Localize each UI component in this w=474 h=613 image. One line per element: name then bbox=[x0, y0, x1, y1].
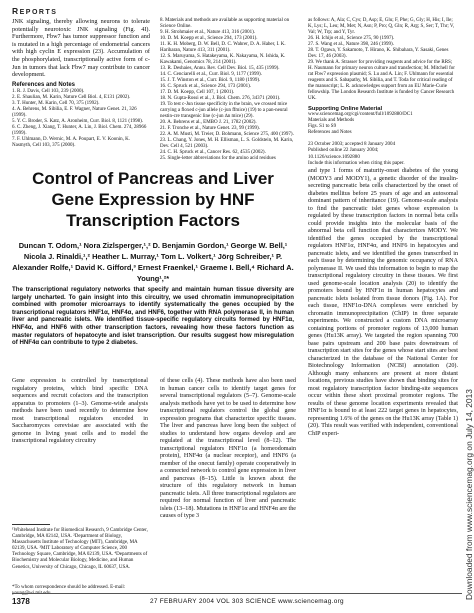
corresponding-author-note: *To whom correspondence should be addressed. E-mail: young@wi.mit.edu bbox=[12, 585, 126, 597]
reference-item: 18. N. Gupta-Rossi et al., J. Biol. Chem. 276, 34371 (2001). bbox=[160, 96, 281, 101]
reference-item: 25. Single-letter abbreviations for the amino acid residues bbox=[160, 156, 276, 161]
reference-item: 20. A. Behrens et al., EMBO J. 21, 1782 (2002). bbox=[160, 120, 257, 125]
supporting-material-line: Materials and Methods bbox=[308, 118, 355, 124]
reference-item: 7. F. Uhlmann, D. Wernic, M. A. Poupart, E. V. Koonin, K. Nasmyth, Cell 103, 375 (2000). bbox=[12, 137, 130, 149]
author-affiliations: ¹Whitehead Institute for Biomedical Research, 9 Cambridge Center, Cambridge, MA 02142, USA. ²Department of Biology, Massachusetts Institute of Technology (MIT), Cambridge, MA 02139, USA. ³MIT Laboratory of Computer Science, 200 Technology Square, Cambridge, MA 02139, USA. ⁴Departments of Biochemistry and Molecular Biology, Medicine, and Human Genetics, University of Chicago, Chicago, IL 60637, USA. bbox=[12, 528, 148, 570]
reference-item: 10. D. M. Koepp et al., Science 294, 173 (2001). bbox=[160, 36, 258, 41]
reference-item: 21. F. Tronche et al., Nature Genet. 23, 99 (1999). bbox=[160, 126, 260, 131]
page-number: 1378 bbox=[12, 597, 30, 606]
publication-dates bbox=[308, 141, 458, 166]
author-list: Duncan T. Odom,¹ Nora Zizlsperger,¹,² D. Benjamin Gordon,¹ George W. Bell,¹ Nicola J. Rinaldi,¹,² Heather L. Murray,¹ Tom L. Volkert,¹ Jörg Schreiber,¹ P. Alexander Rolfe,¹ David K. Gifford,³ Ernest Fraenkel,¹ Graeme I. Bell,⁴ Richard A. Young¹,²* bbox=[12, 241, 294, 283]
references-heading: References and Notes bbox=[12, 81, 76, 88]
reference-item: 6. C. Zheng, J. Xiang, T. Hunter, A. Lin, J. Biol. Chem. 274, 28966 (1999). bbox=[12, 125, 147, 137]
reference-item: 26. H. Ichijo et al., Science 275, 90 (1997). bbox=[308, 36, 395, 41]
reference-item: 1. R. J. Davis, Cell 103, 239 (2000). bbox=[12, 89, 85, 95]
previous-article-column-2 bbox=[160, 18, 298, 162]
reference-item: 2. E. Shaulian, M. Karin, Nature Cell Biol. 4, E131 (2002). bbox=[12, 95, 131, 101]
reference-item: 23. L. Chang, Y. Jones, M. H. Ellisman, L. S. Goldstein, M. Karin, Dev. Cell 4, 521 (2003). bbox=[160, 138, 294, 149]
reference-item: 5. Y. C. Broder, S. Katz, A. Aronheim, Curr. Biol. 8, 1121 (1998). bbox=[12, 119, 143, 125]
reference-item: 4. A. Behrens, M. Sibilia, E. F. Wagner, Nature Genet. 21, 326 (1999). bbox=[12, 107, 137, 119]
reference-item: 19. To test c-Jun tissue specificity in the brain, we crossed mice carrying a floxed c-jun allele (c-jun ffmice) (19) to a pan-neural nestin-cre transgenic line (c-jun ∆n mice) (29). bbox=[160, 102, 288, 119]
previous-article-column-3 bbox=[308, 18, 458, 166]
reference-item: 15. J. T. Winston et al., Curr. Biol. 9, 1180 (1999). bbox=[160, 78, 261, 83]
supporting-material-line: References and Notes bbox=[308, 130, 352, 136]
citation-note: Include this information when citing this paper. bbox=[308, 159, 405, 166]
article-abstract: The transcriptional regulatory networks that specify and maintain human tissue diversity are largely uncharted. To gain insight into this circuitry, we used chromatin immunoprecipitation combined with promoter microarrays to identify systematically the genes occupied by the transcriptional regulators HNF1α, HNF4α, and HNF6, together with RNA polymerase II, in human liver and pancreatic islets. We identified tissue-specific regulatory circuits formed by HNF1α, HNF4α, and HNF6 with other transcription factors, revealing how these factors function as master regulators of hepatocyte and islet transcription. Our results suggest how misregulation of HNF4α can contribute to type 2 diabetes. bbox=[12, 286, 294, 347]
reference-item: 28. T. Ogawa, Y. Sakamoto, T. Hirano, K. Shibahara, Y. Sasaki, Genes Dev. 17, 46 (2003). bbox=[308, 48, 449, 59]
reference-item: 11. K. H. Moberg, D. W. Bell, D. C. Wahrer, D. A. Haber, I. K. Hariharan, Nature 413, 311 (2001). bbox=[160, 42, 286, 53]
supporting-material-heading: Supporting Online Material bbox=[308, 106, 383, 112]
reference-item: 27. S. Wang et al., Nature 398, 246 (1999). bbox=[308, 42, 394, 47]
supporting-material-link[interactable]: www.sciencemag.org/cgi/content/full/1092880/DC1 bbox=[308, 112, 413, 118]
reference-item: 17. D. M. Koepp, Cell 107, 1 (2001). bbox=[160, 90, 235, 95]
reference-item: 13. R. Deshaies, Annu. Rev. Cell Dev. Biol. 15, 435 (1999). bbox=[160, 66, 280, 71]
reference-item: 8. Materials and methods are available as supporting material on Science Online. bbox=[160, 18, 290, 29]
download-watermark-text: Downloaded from www.sciencemag.org on July 14, 2013 bbox=[464, 389, 474, 600]
issue-footer: 27 FEBRUARY 2004 VOL 303 SCIENCE www.sciencemag.org bbox=[150, 598, 344, 605]
reference-continuation: as follows: A, Ala; C, Cys; D, Asp; E, Glu; F, Phe; G, Gly; H, His; I, Ile; K, Lys; L, Leu; M, Met; N, Asn; P, Pro; Q, Gln; R, Arg; S, Ser; T, Thr; V, Val; W, Trp; and Y, Tyr. bbox=[308, 18, 455, 35]
reference-item: 29. We thank A. Strasser for providing reagents and advice for the RRS; H. Naumann for primary neuron culture and transfection; M. Mitchell for rat Fbw7 expression plasmid; S. Lu and A. Lin; F. Uhlmann for essential reagents and S. Sabapathy, M. Sibilia, and T. Toda for critical reading of the manuscript; L. R. acknowledges support from an EU Marie-Curie fellowship. The London Research Institute is funded by Cancer Research UK. bbox=[308, 60, 455, 101]
reference-item: 3. T. Hunter, M. Karin, Cell 70, 375 (1992). bbox=[12, 101, 100, 107]
body-text-column-1: Gene expression is controlled by transcriptional regulatory proteins, which bind specific DNA sequences and recruit cofactors and the transcription apparatus to promoters (1–3). Genome-wide analysis methods have been used recently to determine how most transcriptional regulators encoded in Saccharomyces cerevisiae are associated with the genome in living yeast cells and to model the transcriptional regulatory circuitry bbox=[12, 378, 148, 444]
date-line: Published online 22 January 2004; bbox=[308, 147, 379, 154]
reference-item: 16. C. Spruck et al., Science 294, 173 (2001). bbox=[160, 84, 252, 89]
reference-item: 24. C. H. Spruck et al., Cancer Res. 62, 4535 (2002). bbox=[160, 150, 266, 155]
body-text-column-2: of these cells (4). These methods have also been used in human cancer cells to identify target genes for several transcriptional regulators (5–7). Genome-scale analysis methods have yet to be used to determine how transcriptional regulators control the global gene expression programs that characterize specific tissues. The liver and pancreas have long been the subject of studies to understand how organs develop and are regulated at the transcriptional level (8–12). The transcriptional regulators HNF1α (a homeodomain protein), HNF4α (a nuclear receptor), and HNF6 (a member of the onecut family) operate cooperatively in a connected network to control gene expression in liver and pancreas (8–15). Little is known about the structure of this regulatory network in human pancreatic islets. All three transcriptional regulators are required for normal function of liver and pancreatic islets (13–18). Mutations in HNF1α and HNF4α are the causes of type 3 bbox=[160, 378, 296, 519]
date-line: 23 October 2003; accepted 8 January 2004 bbox=[308, 141, 396, 148]
footer-divider bbox=[12, 593, 462, 594]
previous-article-column-1 bbox=[12, 18, 150, 149]
reference-item: 14. C. Cenciarelli et al., Curr. Biol. 9, 1177 (1999). bbox=[160, 72, 262, 77]
section-header: REPORTS bbox=[12, 6, 58, 16]
previous-article-paragraph: JNK signaling, thereby allowing neurons to tolerate potentially neurotoxic JNK signaling (Fig. 4I). Furthermore, Fbw7 has tumor suppressor function and is mutated in a high percentage of endometrial cancers with high cyclin E expression (23). Accumulation of the phosphorylated, transcriptionally active form of c-Jun in tumors that lack Fbw7 may contribute to cancer development. bbox=[12, 18, 150, 79]
download-watermark bbox=[458, 60, 474, 600]
reference-item: 9. H. Strohmaier et al., Nature 413, 316 (2001). bbox=[160, 30, 255, 35]
reference-item: 12. S. Maruyama, S. Hatakeyama, K. Nakayama, N. Ishida, K. Kawakami, Genomics 78, 214 (2001). bbox=[160, 54, 286, 65]
body-text-column-3: and type 1 forms of maturity-onset diabetes of the young (MODY3 and MODY1), a genetic disorder of the insulin-secreting pancreatic beta cells characterized by the onset of diabetes mellitus before 25 years of age and an autosomal dominant pattern of inheritance (19). Genome-scale analysis to find the pancreatic islet genes whose expression is regulated by these transcription factors in normal beta cells could provide insights into the molecular basis of the abnormal beta cell function that characterizes MODY. We identified the genes occupied by the transcriptional regulators HNF1α, HNF4α, and HNF6 in hepatocytes and pancreatic islets, and we identified the genes transcribed in each tissue by determining the genomic occupancy of RNA polymerase II. We used this information to begin to map the transcriptional regulatory circuitry in these tissues. We first used genome-scale location analysis (20) to identify the promoters bound by HNF1α in human hepatocytes and pancreatic islets isolated from tissue donors (Fig. 1A). For each tissue, HNF1α-DNA complexes were enriched by chromatin immunoprecipitation (ChIP) in three separate experiments. We constructed a custom DNA microarray containing portions of promoter regions of 13,000 human genes (Hu13K array). We targeted the region spanning 700 base pairs upstream and 200 base pairs downstream of transcription start sites for the genes whose start sites are best characterized in the database of the National Center for Biotechnology Information (NCBI) annotation (20). Although many enhancers are present at more distant locations, previous studies have shown that binding sites for most regulatory transcription factor binding-site sequences occur within these short proximal promoter regions. The results of these genome location experiments revealed that HNF1α is bound to at least 222 target genes in hepatocytes, representing 1.6% of the genes on the Hu13K array (Table 1) (20). This result was verified with independent, conventional ChIP experi- bbox=[308, 168, 458, 437]
reference-item: 22. A. M. Musti, M. Treier, D. Bohmann, Science 275, 400 (1997). bbox=[160, 132, 294, 137]
doi-line: 10.1126/science.1092880 bbox=[308, 153, 360, 160]
footnote-divider bbox=[12, 524, 50, 525]
article-title: Control of Pancreas and Liver Gene Expression by HNF Transcription Factors bbox=[32, 169, 274, 230]
supporting-material-line: Figs. S1 to S9 bbox=[308, 124, 337, 130]
